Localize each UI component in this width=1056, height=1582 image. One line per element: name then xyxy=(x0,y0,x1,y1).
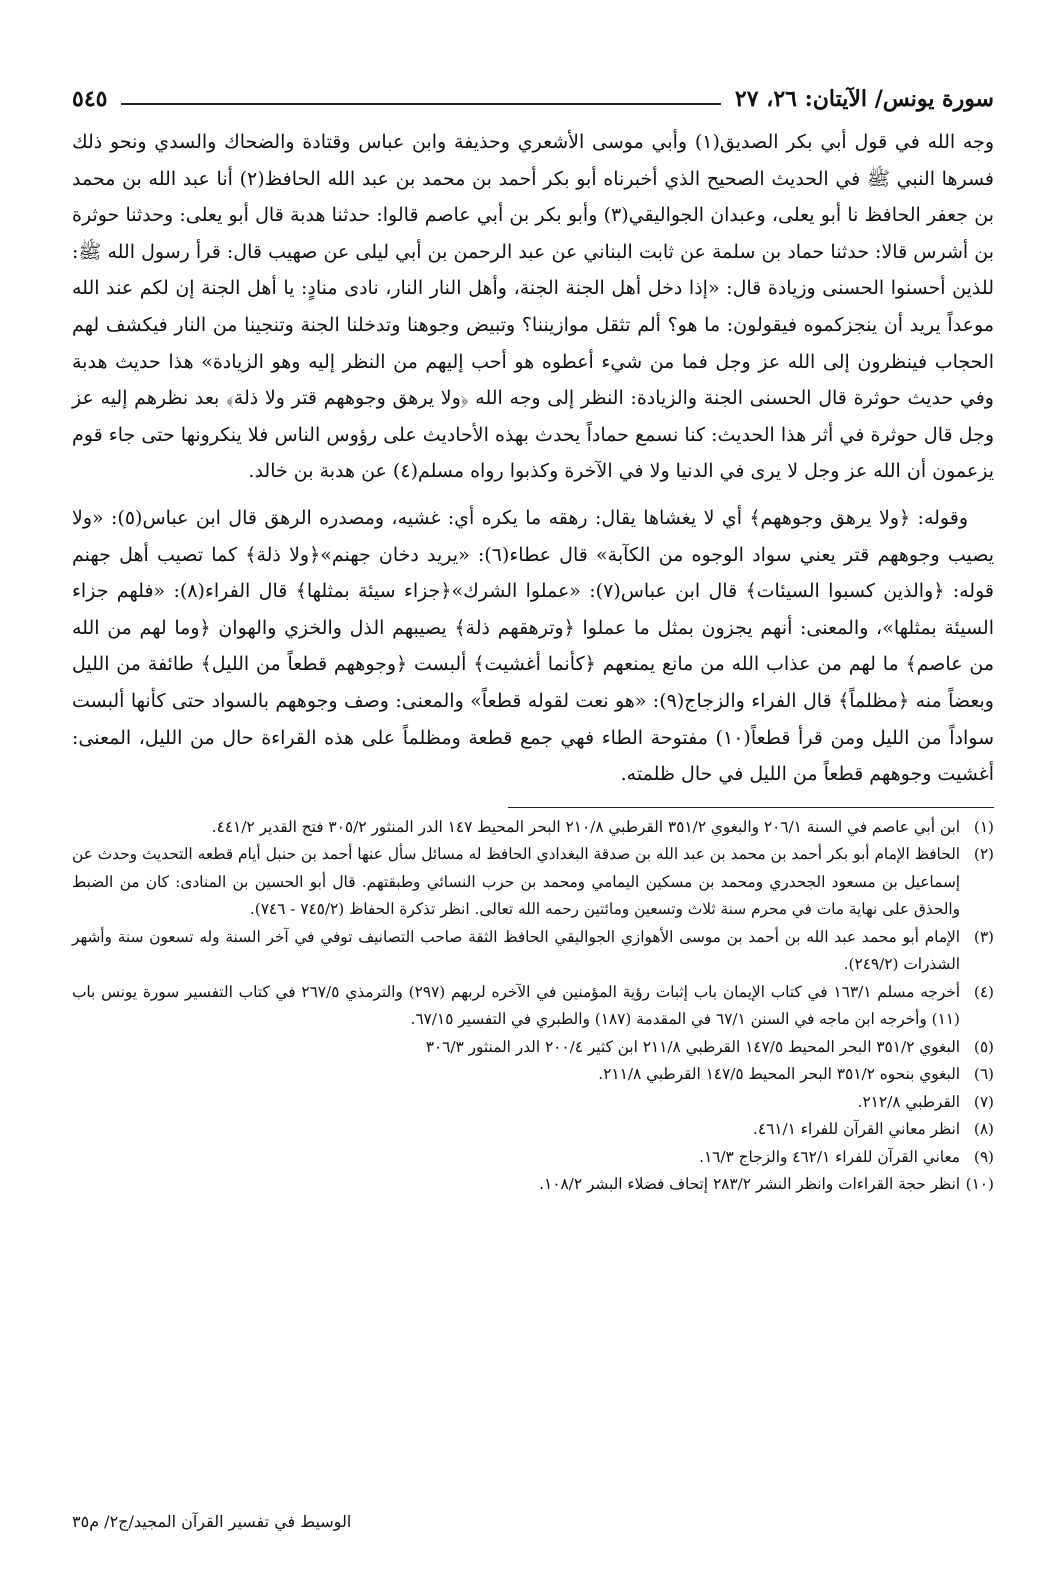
page-number: ٥٤٥ xyxy=(72,86,108,112)
footnote-text: البغوي ٣٥١/٢ البحر المحيط ١٤٧/٥ القرطبي ٢١١/٨ ابن كثير ٢٠٠/٤ الدر المنثور ٣٠٦/٣ xyxy=(425,1037,960,1056)
footnote xyxy=(72,841,994,924)
footnote-text: انظر حجة القراءات وانظر النشر ٢٨٣/٢ إتحاف فضلاء البشر ١٠٨/٢. xyxy=(539,1175,960,1194)
running-header xyxy=(72,78,994,112)
footnote-text: البغوي بنحوه ٣٥١/٢ البحر المحيط ١٤٧/٥ القرطبي ٢١١/٨. xyxy=(598,1065,960,1084)
footnote xyxy=(72,924,994,979)
footnote-number: (٨) xyxy=(973,1120,994,1139)
paragraph-1: وجه الله في قول أبي بكر الصديق(١) وأبي موسى الأشعري وحذيفة وابن عباس وقتادة والضحاك والسدي ونحو ذلك فسرها النبي ﷺ في الحديث الصحيح الذي أخبرناه أبو بكر أحمد بن محمد بن عبد الله الحافظ(٢) أنا عبد الله بن محمد بن جعفر الحافظ نا أبو يعلى، وعبدان الجواليقي(٣) وأبو بكر بن أبي عاصم قالوا: حدثنا هدبة قال أبو يعلى: وحدثنا حوثرة بن أشرس قالا: حدثنا حماد بن سلمة عن ثابت البناني عن عبد الرحمن بن أبي ليلى عن صهيب قال: قرأ رسول الله ﷺ: للذين أحسنوا الحسنى وزيادة قال: «إذا دخل أهل الجنة الجنة، وأهل النار النار، نادى منادٍ: يا أهل الجنة إن لكم عند الله موعداً يريد أن ينجزكموه فيقولون: ما هو؟ ألم تثقل موازيننا؟ وتبيض وجوهنا وتدخلنا الجنة وتنجينا من النار فيكشف لهم الحجاب فينظرون إلى الله عز وجل فما من شيء أعطوه هو أحب إليهم من النظر إليه وهو الزيادة» هذا حديث هدبة وفي حديث حوثرة قال الحسنى الجنة والزيادة: النظر إلى وجه الله ﴿ولا يرهق وجوههم قتر ولا ذلة﴾ بعد نظرهم إليه عز وجل قال حوثرة في أثر هذا الحديث: كنا نسمع حماداً يحدث بهذه الأحاديث على رؤوس الناس فلا ينكرونها حتى جاء قوم يزعمون أن الله عز وجل لا يرى في الدنيا ولا في الآخرة وكذبوا رواه مسلم(٤) عن هدبة بن خالد. xyxy=(72,131,994,483)
footnote-number: (٥) xyxy=(973,1037,994,1056)
footnote-text: الإمام أبو محمد عبد الله بن أحمد بن موسى الأهوازي الجواليقي الحافظ الثقة صاحب التصانيف توفي في آخر السنة وله تسعون سنة وأشهر الشذرات (٢٤٩/٢). xyxy=(72,927,960,974)
footnote xyxy=(72,814,994,842)
footnote-number: (٧) xyxy=(973,1092,994,1111)
footnote xyxy=(72,979,994,1034)
footnote-number: (٩) xyxy=(973,1147,994,1166)
footnote xyxy=(72,1061,994,1089)
bottom-signature: الوسيط في تفسير القرآن المجيد/ج٢/ م٣٥ xyxy=(72,1512,352,1531)
footnote-text: القرطبي ٢١٢/٨. xyxy=(857,1092,960,1111)
footnote-text: انظر معاني القرآن للفراء ٤٦١/١. xyxy=(752,1120,960,1139)
footnotes xyxy=(72,814,994,1199)
footnote-text: أخرجه مسلم ١٦٣/١ في كتاب الإيمان باب إثبات رؤية المؤمنين في الآخره لربهم (٢٩٧) والترمذي ٢٦٧/٥ في كتاب التفسير سورة يونس باب (١١) وأخرجه ابن ماجه في السنن ٦٧/١ في المقدمة (١٨٧) والطبري في التفسير ٦٧/١٥. xyxy=(72,982,960,1029)
footnote-number: (٢) xyxy=(973,845,994,864)
footnote-number: (٣) xyxy=(973,927,994,946)
footnote-text: ابن أبي عاصم في السنة ٢٠٦/١ والبغوي ٣٥١/٢ القرطبي ٢١٠/٨ البحر المحيط ١٤٧ الدر المنثور ٣٠٥/٢ فتح القدير ٤٤١/٢. xyxy=(211,817,960,836)
footnote xyxy=(72,1171,994,1199)
footnote-number: (١) xyxy=(973,817,994,836)
header-rule xyxy=(121,103,720,105)
footnote xyxy=(72,1144,994,1172)
bottom-signature-line xyxy=(0,1512,1056,1531)
footnote-text: معاني القرآن للفراء ٤٦٢/١ والزجاج ١٦/٣. xyxy=(699,1147,960,1166)
footnote-text: الحافظ الإمام أبو بكر أحمد بن محمد بن عبد الله بن صدقة البغدادي الحافظ له مسائل سأل عنها أحمد بن حنبل أيام قطعه التحديث وحدث عن إسماعيل بن مسعود الجحدري ومحمد بن مسكين اليمامي ومحمد بن حرب النسائي وطبقتهم. قال أبو الحسين بن المنادى: كان من الضبط والحذق على نهاية مات في محرم سنة ثلاث وتسعين ومائتين رحمه الله تعالى. انظر تذكرة الحفاظ (٧٤٥/٢ - ٧٤٦). xyxy=(72,845,960,919)
paragraph-2: وقوله: ﴿ولا يرهق وجوههم﴾ أي لا يغشاها يقال: رهقه ما يكره أي: غشيه، ومصدره الرهق قال ابن عباس(٥): «ولا يصيب وجوههم قتر يعني سواد الوجوه من الكآبة» قال عطاء(٦): «يريد دخان جهنم»﴿ولا ذلة﴾ كما تصيب أهل جهنم قوله: ﴿والذين كسبوا السيئات﴾ قال ابن عباس(٧): «عملوا الشرك»﴿جزاء سيئة بمثلها﴾ قال الفراء(٨): «فلهم جزاء السيئة بمثلها»، والمعنى: أنهم يجزون بمثل ما عملوا ﴿وترهقهم ذلة﴾ يصيبهم الذل والخزي والهوان ﴿وما لهم من الله من عاصم﴾ ما لهم من عذاب الله من مانع يمنعهم ﴿كأنما أغشيت﴾ ألبست ﴿وجوههم قطعاً من الليل﴾ طائفة من الليل وبعضاً منه ﴿مظلماً﴾ قال الفراء والزجاج(٩): «هو نعت لقوله قطعاً» والمعنى: وصف وجوههم بالسواد حتى كأنها ألبست سواداً من الليل ومن قرأ قطعاً(١٠) مفتوحة الطاء فهي جمع قطعة ومظلماً على هذه القراءة حال من الليل، المعنى: أغشيت وجوههم قطعاً من الليل في حال ظلمته. xyxy=(72,506,994,786)
footnote xyxy=(72,1089,994,1117)
footnote-number: (٤) xyxy=(973,982,994,1001)
footnote-number: (١٠) xyxy=(965,1175,994,1194)
footnote-separator xyxy=(508,807,994,808)
running-title: سورة يونس/ الآيتان: ٢٦، ٢٧ xyxy=(734,86,994,112)
footnote xyxy=(72,1116,994,1144)
footnote xyxy=(72,1034,994,1062)
footnote-number: (٦) xyxy=(973,1065,994,1084)
main-text xyxy=(72,124,994,793)
